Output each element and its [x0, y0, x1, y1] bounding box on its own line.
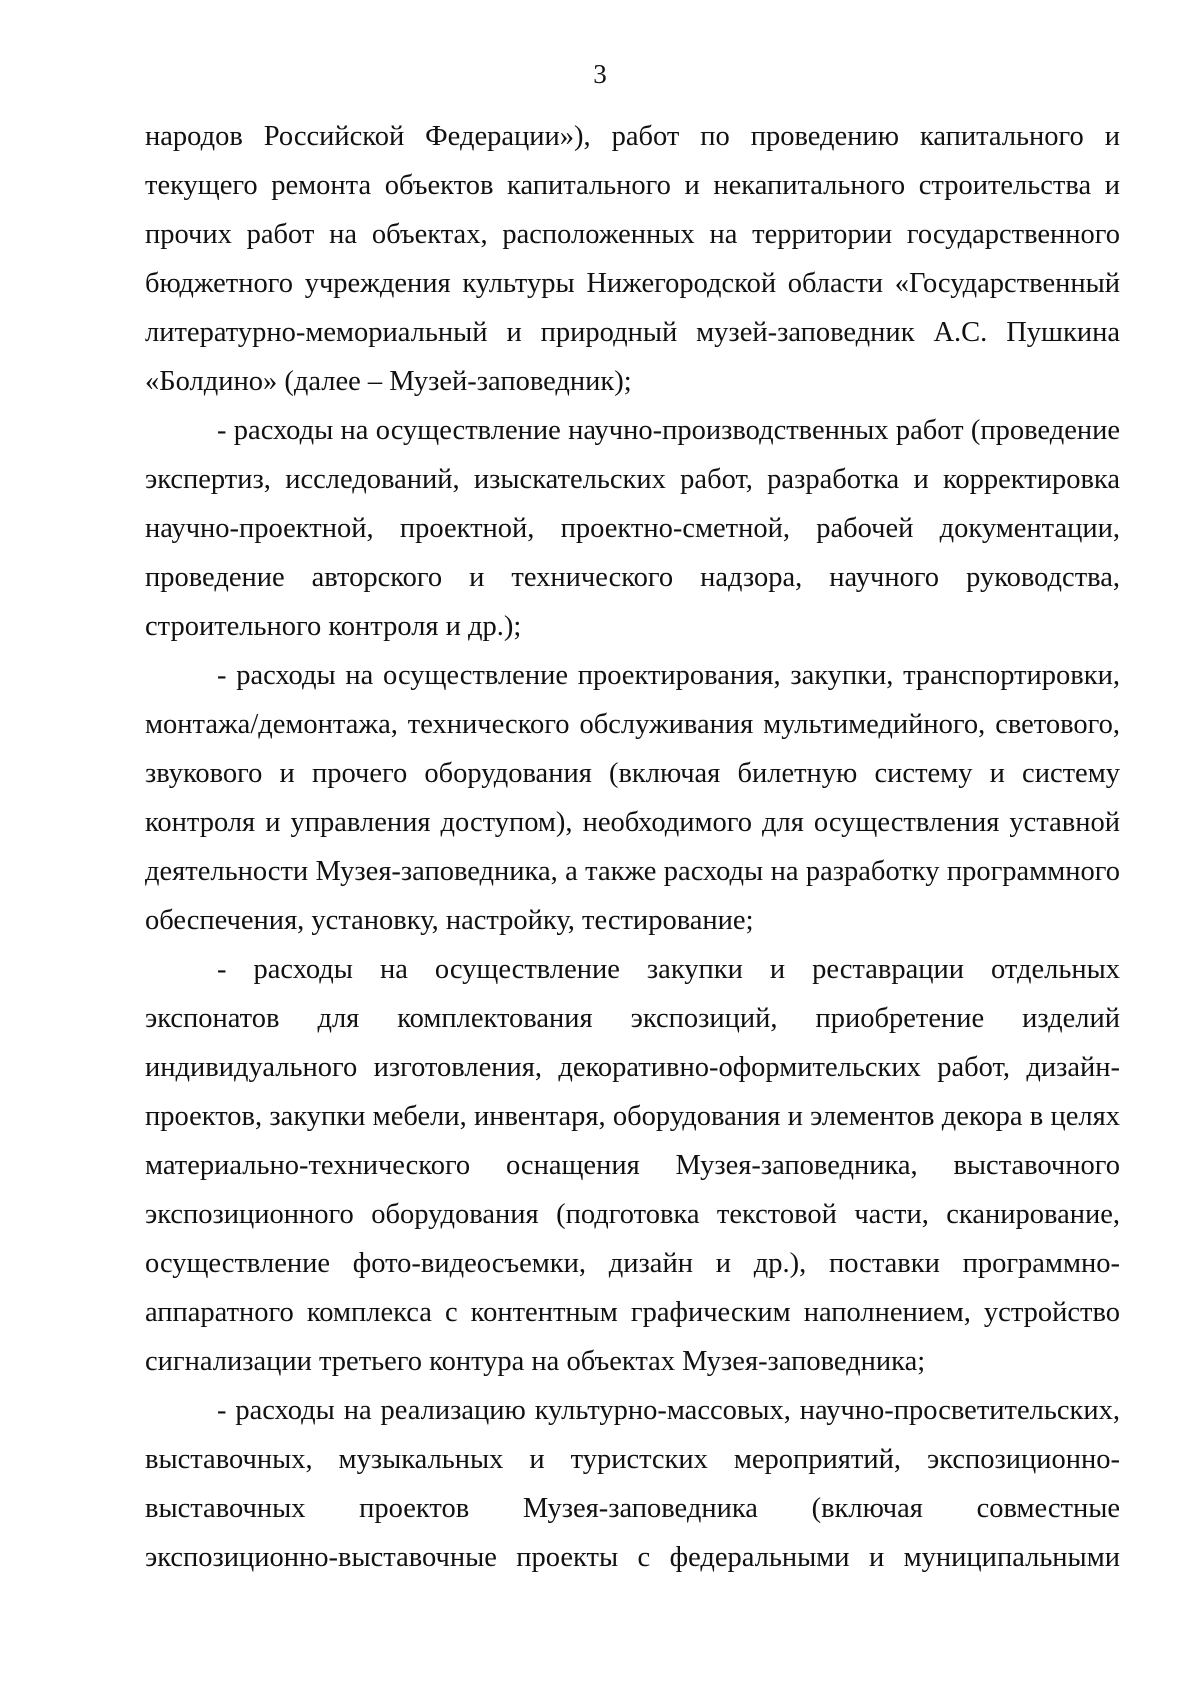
paragraph-equipment: - расходы на осуществление проектирования, закупки, транспортировки, монтажа/демонтажа, технического обслуживания мультимедийного, светового, звукового и прочего оборудования (включая билетную систему и систему контроля и управления доступом), необходимого для осуществления уставной деятельности Музея-заповедника, а также расходы на разработку программного обеспечения, установку, настройку, тестирование; — [145, 660, 1120, 936]
paragraph-research-works: - расходы на осуществление научно-производственных работ (проведение экспертиз, исследований, изыскательских работ, разработка и корректировка научно-проектной, проектной, проектно-сметной, рабочей документации, проведение авторского и технического надзора, научного руководства, строительного контроля и др.); — [145, 415, 1120, 642]
paragraph-exhibits: - расходы на осуществление закупки и реставрации отдельных экспонатов для комплектования экспозиций, приобретение изделий индивидуального изготовления, декоративно-оформительских работ, дизайн-проектов, закупки мебели, инвентаря, оборудования и элементов декора в целях материально-технического оснащения Музея-заповедника, выставочного экспозиционного оборудования (подготовка текстовой части, сканирование, осуществление фото-видеосъемки, дизайн и др.), поставки программно-аппаратного комплекса с контентным графическим наполнением, устройство сигнализации третьего контура на объектах Музея-заповедника; — [145, 954, 1120, 1377]
paragraph-continuation: народов Российской Федерации»), работ по проведению капитального и текущего ремонта объектов капитального и некапитального строительства и прочих работ на объектах, расположенных на территории государственного бюджетного учреждения культуры Нижегородской области «Государственный литературно-мемориальный и природный музей-заповедник А.С. Пушкина «Болдино» (далее – Музей-заповедник); — [145, 121, 1120, 397]
page-number: 3 — [593, 59, 607, 89]
paragraph-events: - расходы на реализацию культурно-массовых, научно-просветительских, выставочных, музыкальных и туристских мероприятий, экспозиционно-выставочных проектов Музея-заповедника (включая совместные экспозиционно-выставочные проекты с федеральными и муниципальными — [145, 1395, 1120, 1573]
document-body — [145, 112, 1120, 1582]
